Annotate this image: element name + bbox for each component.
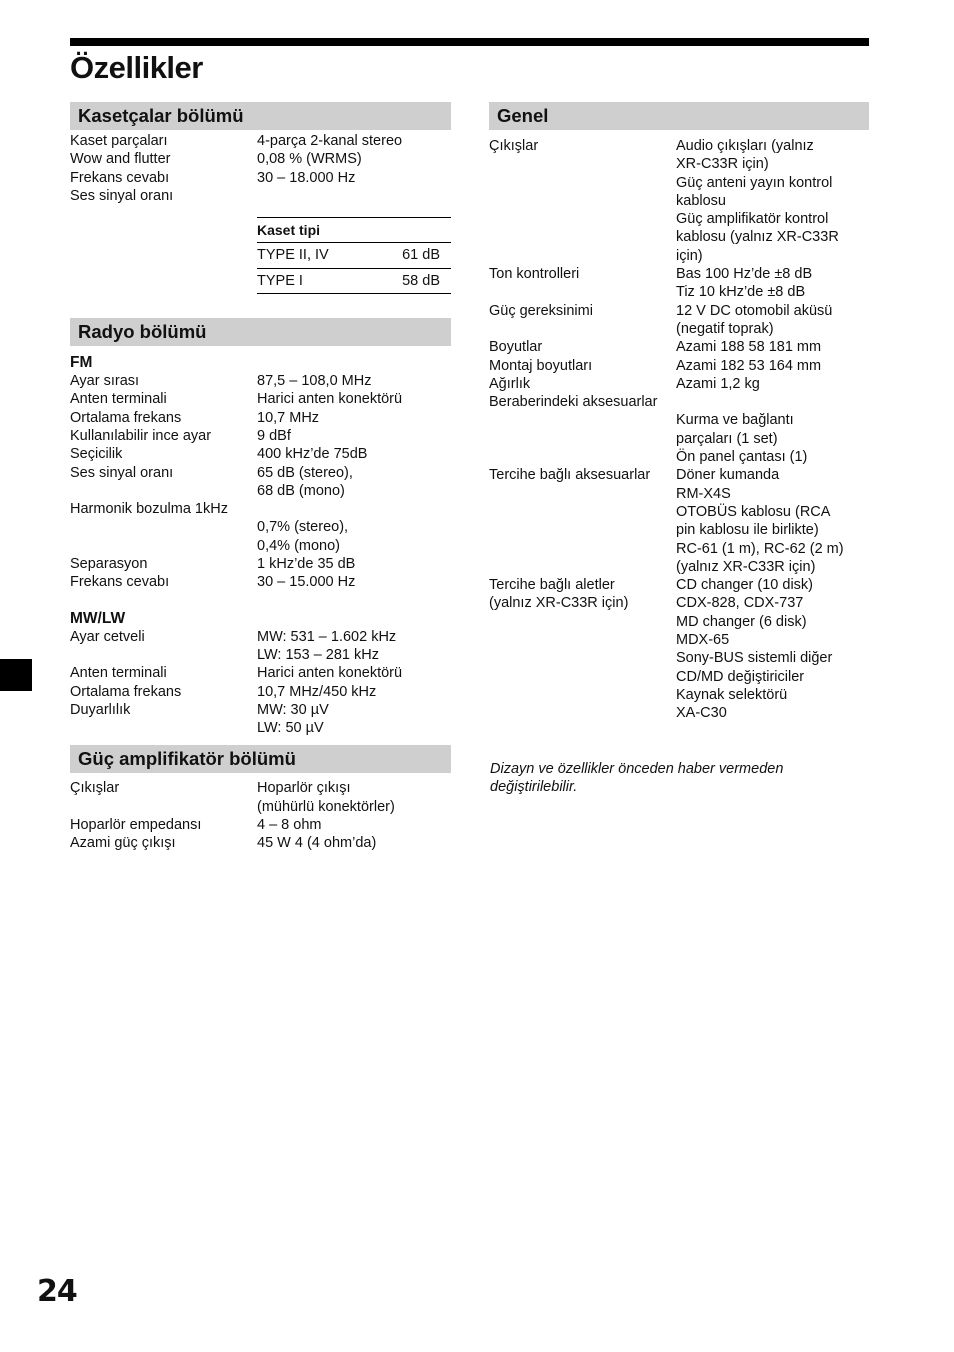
spec-value: 30 – 18.000 Hz [257,169,356,186]
page-number: 24 [37,1274,77,1309]
spec-value: 0,7% (stereo), 0,4% (mono) [257,519,349,554]
spec-label: Harmonik bozulma 1kHz [70,501,228,518]
spec-value: 30 – 15.000 Hz [257,574,356,591]
spec-value: 0,08 % (WRMS) [257,151,362,168]
spec-value: Kurma ve bağlantı parçaları (1 set) Ön panel çantası (1) [676,412,808,466]
spec-row [70,701,451,738]
spec-value: 4-parça 2-kanal stereo [257,133,403,149]
spec-value: Bas 100 Hz’de ±8 dB Tiz 10 kHz’de ±8 dB [676,266,813,301]
spec-row [70,628,451,665]
spec-value: Hoparlör çıkışı (mühürlü konektörler) [257,780,395,815]
page-title: Özellikler [70,50,203,85]
spec-value: Harici anten konektörü [257,391,403,408]
spec-label: Tercihe bağlı aksesuarlar [489,467,651,484]
spec-label: Separasyon [70,556,148,573]
amplifier-section-heading: Güç amplifikatör bölümü [70,745,451,773]
spec-row [70,132,451,150]
spec-row [70,683,451,701]
spec-value: CD changer (10 disk) CDX-828, CDX-737 MD changer (6 disk) MDX-65 Sony-BUS sistemli diğer CD/MD değiştiriciler Kaynak selektörü XA-C30 [676,577,833,722]
spec-row [70,445,451,463]
spec-label: Güç gereksinimi [489,302,593,319]
spec-label: Ağırlık [489,375,531,392]
cassette-type-table-header: Kaset tipi [257,217,451,243]
spec-row [489,466,869,576]
left-column [70,102,451,853]
spec-row [70,834,451,852]
table-row [257,269,451,294]
radio-section-heading: Radyo bölümü [70,318,451,346]
spec-label: Frekans cevabı [70,169,170,186]
spec-row [70,390,451,408]
spec-row [70,372,451,390]
amplifier-spec-list [70,779,451,852]
spec-label: Tercihe bağlı aletler (yalnız XR-C33R için) [489,577,629,612]
spec-value: 400 kHz’de 75dB [257,446,368,463]
spec-row [489,338,869,356]
spec-value: 10,7 MHz [257,409,320,426]
spec-label: Montaj boyutları [489,357,593,374]
table-cell-value: 58 dB [402,272,440,289]
spec-label: Ton kontrolleri [489,266,580,283]
title-rule [70,38,869,46]
cassette-type-table [257,217,451,294]
fm-rows [70,372,451,592]
table-cell-value: 61 dB [402,247,440,264]
spec-value: Azami 188 58 181 mm [676,339,822,356]
spec-row [70,816,451,834]
spec-label: Çıkışlar [489,138,539,154]
spec-row [489,375,869,393]
spec-row [489,411,869,466]
spec-value: 9 dBf [257,427,291,444]
general-rows [489,137,869,723]
spec-label: Beraberindeki aksesuarlar [489,394,658,411]
general-spec-list [489,137,869,723]
spec-value: 65 dB (stereo), 68 dB (mono) [257,464,353,499]
spec-label [489,411,676,466]
mwlw-rows [70,628,451,738]
spec-label: Kaset parçaları [70,133,168,149]
spec-label: Ayar cetveli [70,628,145,645]
amplifier-rows [70,779,451,852]
spec-value: Azami 182 53 164 mm [676,357,822,374]
spec-row [489,393,869,411]
section-tab-marker [0,659,32,691]
spec-row [70,500,451,518]
spec-label: Wow and flutter [70,151,171,168]
spec-label: Seçicilik [70,446,123,463]
spec-row [70,409,451,427]
spec-value: 12 V DC otomobil aküsü (negatif toprak) [676,302,833,337]
cassette-rows [70,132,451,205]
spec-value: Döner kumanda RM-X4S OTOBÜS kablosu (RCA pin kablosu ile birlikte) RC-61 (1 m), RC-62 (2 m) (yalnız XR-C33R için) [676,467,844,575]
spec-row [489,265,869,302]
spec-row [70,573,451,591]
table-cell-type: TYPE II, IV [257,247,329,264]
spec-label: Ses sinyal oranı [70,187,174,204]
spec-row [70,427,451,445]
spec-value: 10,7 MHz/450 kHz [257,683,377,700]
right-column [489,102,869,723]
spec-row [489,576,869,722]
spec-row [70,169,451,187]
spec-row [489,302,869,339]
spec-value: Harici anten konektörü [257,665,403,682]
spec-label: Azami güç çıkışı [70,835,176,852]
table-row [257,243,451,268]
spec-row [70,150,451,168]
spec-value: 87,5 – 108,0 MHz [257,373,372,390]
table-cell-type: TYPE I [257,272,303,289]
spec-row [70,518,451,555]
spec-label: Duyarlılık [70,701,131,718]
spec-label: Frekans cevabı [70,574,170,591]
spec-label: Ortalama frekans [70,409,182,426]
spec-label: Anten terminali [70,391,167,408]
spec-row [70,464,451,501]
cassette-spec-list [70,132,451,205]
spec-value: 4 – 8 ohm [257,817,322,834]
spec-label: Çıkışlar [70,780,120,797]
spec-value: 1 kHz’de 35 dB [257,556,356,573]
spec-value [657,393,869,411]
spec-value: Audio çıkışları (yalnız XR-C33R için) Güç anteni yayın kontrol kablosu Güç amplifikatör kontrol kablosu (yalnız XR-C33R için) [676,138,839,264]
spec-label: Ortalama frekans [70,683,182,700]
spec-label: Anten terminali [70,665,167,682]
fm-subheading: FM [70,354,93,372]
spec-row [489,137,869,265]
cassette-section-heading: Kasetçalar bölümü [70,102,451,130]
spec-label: Boyutlar [489,339,543,356]
spec-row [70,664,451,682]
mwlw-subheading: MW/LW [70,609,126,627]
spec-row [70,187,451,205]
spec-row [70,555,451,573]
spec-value: 45 W 4 (4 ohm’da) [257,835,377,852]
spec-row [489,357,869,375]
spec-label [70,518,257,555]
spec-label: Ayar sırası [70,373,140,390]
spec-value: MW: 531 – 1.602 kHz LW: 153 – 281 kHz [257,628,397,663]
spec-label: Hoparlör empedansı [70,817,202,834]
general-section-heading: Genel [489,102,869,130]
spec-value: Azami 1,2 kg [676,375,760,392]
spec-label: Ses sinyal oranı [70,464,174,481]
spec-value: MW: 30 µV LW: 50 µV [257,701,329,737]
spec-row [70,779,451,816]
spec-value [257,187,451,205]
spec-value [228,500,451,518]
disclaimer-note: Dizayn ve özellikler önceden haber vermeden değiştirilebilir. [490,761,784,795]
spec-label: Kullanılabilir ince ayar [70,427,212,444]
